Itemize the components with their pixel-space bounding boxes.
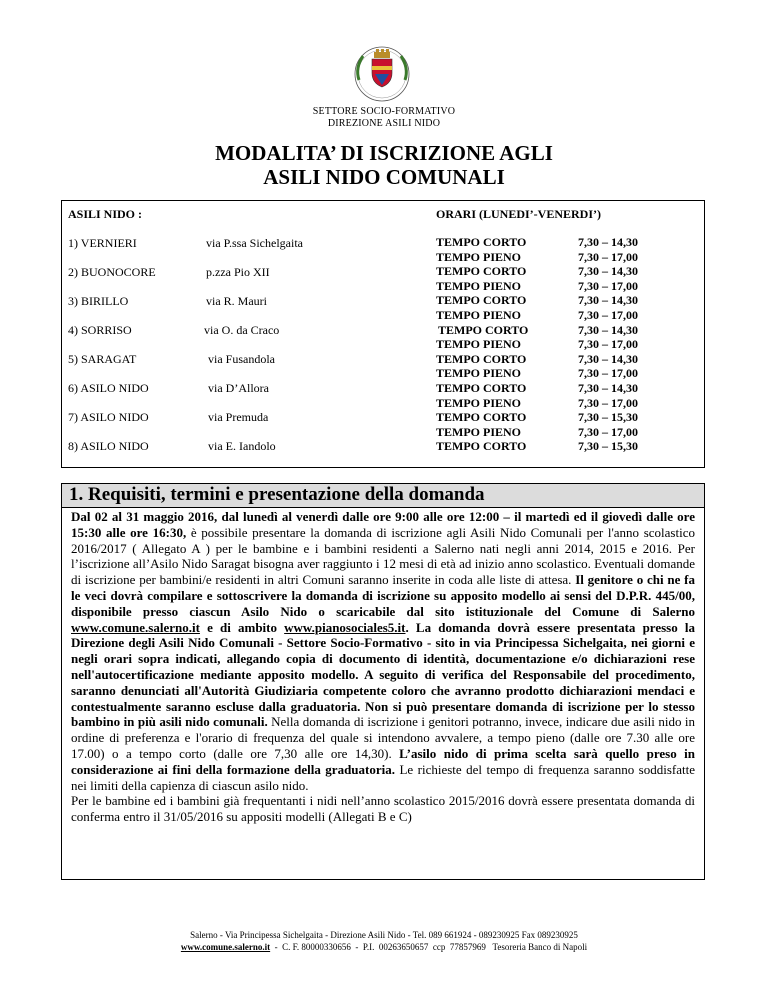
requirements-paragraph bbox=[71, 509, 695, 793]
schedule-type: TEMPO PIENO bbox=[436, 337, 522, 352]
schedule-time: 7,30 – 15,30 bbox=[578, 439, 638, 454]
schedule-time: 7,30 – 14,30 bbox=[578, 351, 638, 366]
schedule-type: TEMPO PIENO bbox=[436, 424, 522, 439]
nursery-hours-box bbox=[61, 200, 705, 468]
nursery-address: via Premuda bbox=[208, 410, 269, 424]
schedule-time: 7,30 – 17,00 bbox=[578, 307, 638, 322]
schedule-time: 7,30 – 15,30 bbox=[578, 410, 638, 425]
coat-of-arms-logo bbox=[347, 40, 417, 104]
schedule-type: TEMPO CORTO bbox=[436, 439, 527, 454]
body-text: Le richieste del tempo di frequenza saranno soddisfatte nei limiti della capienza di ciascun asilo nido. bbox=[71, 761, 695, 793]
schedule-time: 7,30 – 14,30 bbox=[578, 264, 638, 279]
nursery-name: 4) SORRISO bbox=[68, 323, 132, 337]
nursery-address: p.zza Pio XII bbox=[206, 265, 270, 279]
comune-link[interactable]: www.comune.salerno.it bbox=[71, 619, 200, 635]
document-title-line2: ASILI NIDO COMUNALI bbox=[263, 165, 505, 189]
schedule-type: TEMPO PIENO bbox=[436, 278, 522, 293]
body-bold-text: L’asilo nido di prima scelta sarà quello preso in considerazione ai fini della formazione della graduatoria. bbox=[71, 745, 695, 777]
nursery-address: via R. Mauri bbox=[206, 294, 267, 308]
schedule-time: 7,30 – 14,30 bbox=[578, 380, 638, 395]
nurseries-header: ASILI NIDO : bbox=[68, 207, 143, 221]
nursery-address: via D’Allora bbox=[208, 381, 269, 395]
nursery-address: via O. da Craco bbox=[204, 323, 280, 337]
nursery-name: 1) VERNIERI bbox=[68, 236, 137, 250]
nursery-name: 8) ASILO NIDO bbox=[68, 439, 149, 453]
department-line: SETTORE SOCIO-FORMATIVO bbox=[312, 106, 456, 117]
nursery-name: 3) BIRILLO bbox=[68, 294, 129, 308]
schedule-time: 7,30 – 14,30 bbox=[578, 322, 638, 337]
hours-header: ORARI (LUNEDI’-VENERDI’) bbox=[436, 207, 601, 221]
schedule-type: TEMPO PIENO bbox=[436, 395, 522, 410]
nursery-address: via Fusandola bbox=[208, 352, 275, 366]
body-text: Nella domanda di iscrizione i genitori potranno, invece, indicare due asili nido in ordine di preferenza e l'orario di frequenza del quale si intendono avvalere, a tempo pieno (dalle ore 7.30 alle ore 17.00) o a tempo corto (dalle ore 7,30 alle ore 14,30). bbox=[71, 714, 695, 761]
schedule-time: 7,30 – 17,00 bbox=[578, 366, 638, 381]
schedule-type: TEMPO CORTO bbox=[436, 264, 527, 279]
footer-contact-line: Salerno - Via Principessa Sichelgaita - Direzione Asili Nido - Tel. 089 661924 - 089230925 Fax 089230925 bbox=[190, 930, 578, 940]
footer-link[interactable]: www.comune.salerno.it bbox=[180, 942, 271, 952]
schedule-time: 7,30 – 17,00 bbox=[578, 424, 638, 439]
schedule-time-column bbox=[578, 235, 638, 454]
schedule-type: TEMPO CORTO bbox=[438, 322, 529, 337]
schedule-time: 7,30 – 17,00 bbox=[578, 278, 638, 293]
footer-fiscal-line bbox=[0, 942, 768, 952]
body-bold-text: Il genitore o chi ne fa le veci dovrà compilare e sottoscrivere la domanda di iscrizione su apposito modello ai sensi del D.P.R. 445/00, disponibile presso ciascun Asilo Nido o scaricabile dal sito istituzionale del Comune di Salerno bbox=[71, 572, 695, 619]
schedule-type: TEMPO CORTO bbox=[436, 293, 527, 308]
schedule-type: TEMPO PIENO bbox=[436, 307, 522, 322]
body-bold-text: e di ambito bbox=[199, 619, 285, 635]
schedule-time: 7,30 – 17,00 bbox=[578, 249, 638, 264]
pianosociale-link[interactable]: www.pianosociales5.it bbox=[284, 619, 406, 635]
nursery-name: 5) SARAGAT bbox=[68, 352, 137, 366]
document-title-line1: MODALITA’ DI ISCRIZIONE AGLI bbox=[215, 141, 553, 165]
schedule-time: 7,30 – 14,30 bbox=[578, 235, 638, 249]
schedule-type-column bbox=[436, 235, 528, 454]
body-text: è possibile presentare la domanda di iscrizione agli Asili Nido Comunali per l'anno scolastico 2016/2017 ( Allegato A ) per le bambine e i bambini residenti a Salerno nati negli anni 2014, 2015 e 2016. Per l’iscrizione all’Asilo Nido Saragat bisogna aver raggiunto i 12 mesi di età ad inizio anno scolastico. Eventuali domande di iscrizione per bambini/e residenti in altri Comuni saranno inserite in coda alle liste di attesa. bbox=[71, 524, 695, 588]
direction-line: DIREZIONE ASILI NIDO bbox=[327, 118, 441, 129]
nursery-name: 6) ASILO NIDO bbox=[68, 381, 149, 395]
deadline-text: Dal 02 al 31 maggio 2016, dal lunedì al venerdì dalle ore 9:00 alle ore 12:00 – il martedì ed il giovedì dalle ore 15:30 alle ore 16:30, bbox=[71, 509, 695, 540]
schedule-type: TEMPO PIENO bbox=[436, 366, 522, 381]
schedule-type: TEMPO CORTO bbox=[436, 410, 527, 425]
schedule-time: 7,30 – 14,30 bbox=[578, 293, 638, 308]
nursery-name: 7) ASILO NIDO bbox=[68, 410, 149, 424]
footer-fiscal-text: - C. F. 80000330656 - P.I. 00263650657 ccp 77857969 Tesoreria Banco di Napoli bbox=[270, 942, 588, 952]
schedule-time: 7,30 – 17,00 bbox=[578, 395, 638, 410]
schedule-type: TEMPO PIENO bbox=[436, 249, 522, 264]
nursery-address: via P.ssa Sichelgaita bbox=[206, 236, 303, 250]
schedule-type: TEMPO CORTO bbox=[436, 380, 527, 395]
section-heading: 1. Requisiti, termini e presentazione della domanda bbox=[61, 483, 705, 507]
nursery-address: via E. Iandolo bbox=[208, 439, 276, 453]
section-body bbox=[61, 507, 705, 880]
nursery-name: 2) BUONOCORE bbox=[68, 265, 156, 279]
schedule-time: 7,30 – 17,00 bbox=[578, 337, 638, 352]
confirmation-paragraph: Per le bambine ed i bambini già frequentanti i nidi nell’anno scolastico 2015/2016 dovrà essere presentata domanda di conferma entro il 31/05/2016 su appositi modelli (Allegati B e C) bbox=[71, 793, 695, 825]
schedule-type: TEMPO CORTO bbox=[436, 235, 527, 249]
body-bold-text: . La domanda dovrà essere presentata presso la Direzione degli Asili Nido Comunali - Settore Socio-Formativo - sito in via Principessa Sichelgaita, nei giorni e negli orari sopra indicati, allegando copia di documento di identità, documentazione e/o dichiarazioni rese nell'autocertificazione mediante apposito modello. A seguito di verifica del Responsabile del procedimento, saranno denunciati all'Autorità Giudiziaria competente coloro che avranno prodotto dichiarazioni mendaci e contestualmente saranno escluse dalla graduatoria. Non si può presentare domanda di iscrizione per lo stesso bambino in più asili nido comunali. bbox=[71, 619, 695, 730]
schedule-type: TEMPO CORTO bbox=[436, 351, 527, 366]
